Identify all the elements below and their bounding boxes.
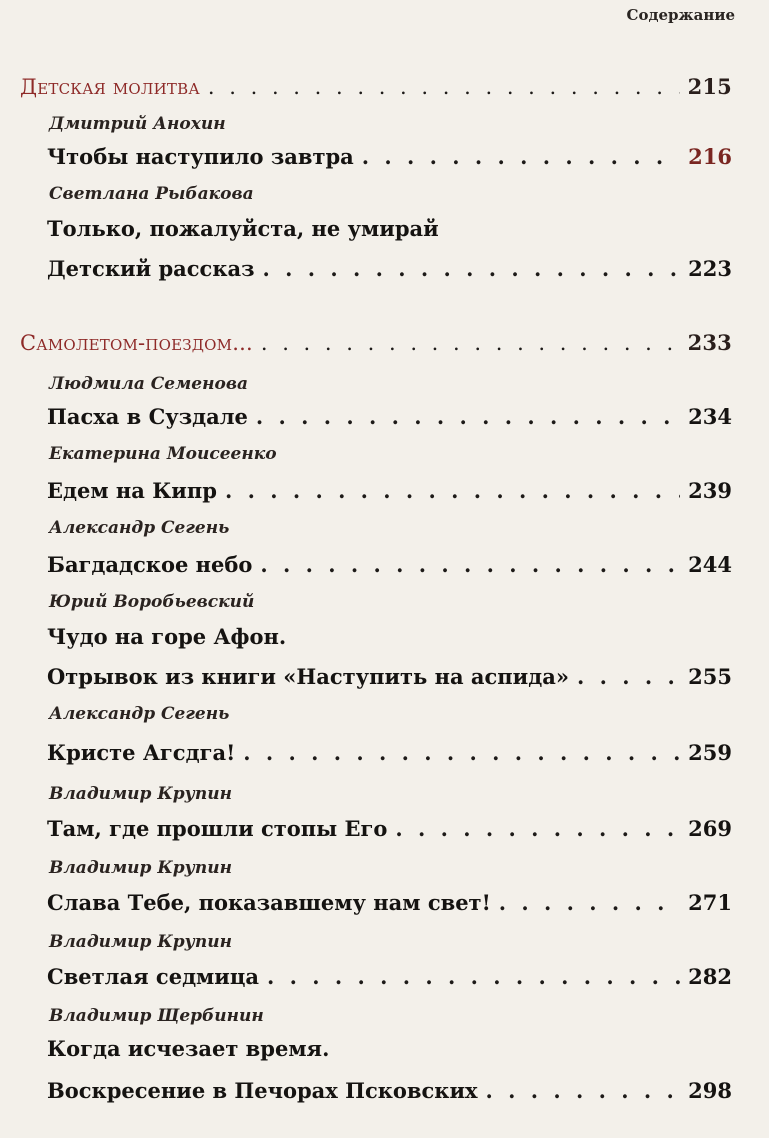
item-title: Только, пожалуйста, не умирай — [47, 216, 439, 241]
page-number: 269 — [688, 816, 732, 841]
item-title: Чтобы наступило завтра — [47, 144, 354, 169]
toc-section-row[interactable] — [20, 330, 732, 355]
toc-item-row[interactable] — [47, 552, 732, 577]
author-name: Владимир Щербинин — [49, 1006, 264, 1026]
item-title: Воскресение в Печорах Псковских — [47, 1078, 478, 1103]
author-name: Александр Сегень — [49, 704, 230, 724]
page-number: 215 — [687, 74, 732, 99]
item-title: Едем на Кипр — [47, 478, 217, 503]
toc-item-row[interactable] — [47, 890, 732, 915]
dot-leader — [260, 552, 680, 577]
page-number: 271 — [688, 890, 732, 915]
toc-item-row[interactable] — [47, 624, 732, 649]
toc-item-row[interactable] — [47, 664, 732, 689]
author-name: Людмила Семенова — [49, 374, 249, 394]
author-name: Екатерина Моисеенко — [49, 444, 277, 464]
page-number: 234 — [688, 404, 732, 429]
author-name: Дмитрий Анохин — [49, 114, 226, 134]
dot-leader — [256, 404, 680, 429]
author-name: Юрий Воробьевский — [49, 592, 255, 612]
page-number: 255 — [688, 664, 732, 689]
dot-leader — [243, 740, 680, 765]
section-title: Самолетом-поездом... — [20, 331, 253, 355]
section-title: Детская молитва — [20, 75, 200, 99]
dot-leader — [395, 816, 680, 841]
item-title: Светлая седмица — [47, 964, 259, 989]
author-name: Владимир Крупин — [49, 784, 232, 804]
dot-leader — [263, 256, 681, 281]
page-number: 216 — [688, 144, 732, 169]
page-number: 233 — [687, 330, 732, 355]
toc-item-row[interactable] — [47, 478, 732, 503]
toc-item-row[interactable] — [47, 144, 732, 169]
dot-leader — [261, 331, 680, 355]
page-number: 239 — [688, 478, 732, 503]
toc-item-row[interactable] — [47, 816, 732, 841]
item-title: Там, где прошли стопы Его — [47, 816, 388, 841]
item-title: Пасха в Суздале — [47, 404, 248, 429]
item-title: Слава Тебе, показавшему нам свет! — [47, 890, 491, 915]
page-number: 223 — [688, 256, 732, 281]
dot-leader — [499, 890, 680, 915]
author-name: Александр Сегень — [49, 518, 230, 538]
item-title: Багдадское небо — [47, 552, 253, 577]
dot-leader — [362, 144, 680, 169]
item-title: Кристе Агсдга! — [47, 740, 236, 765]
item-title: Когда исчезает время. — [47, 1036, 330, 1061]
dot-leader — [225, 478, 680, 503]
toc-item-row[interactable] — [47, 404, 732, 429]
page-header: Содержание — [626, 6, 735, 24]
dot-leader — [486, 1078, 681, 1103]
toc-item-row[interactable] — [47, 740, 732, 765]
dot-leader — [577, 664, 680, 689]
toc-item-row[interactable] — [47, 216, 732, 241]
page-number: 244 — [688, 552, 732, 577]
author-name: Владимир Крупин — [49, 932, 232, 952]
item-title: Чудо на горе Афон. — [47, 624, 287, 649]
page-number: 298 — [688, 1078, 732, 1103]
item-title: Отрывок из книги «Наступить на аспида» — [47, 664, 569, 689]
dot-leader — [267, 964, 680, 989]
author-name: Светлана Рыбакова — [49, 184, 254, 204]
dot-leader — [208, 75, 680, 99]
toc-item-row[interactable] — [47, 1078, 732, 1103]
toc-item-row[interactable] — [47, 1036, 732, 1061]
toc-item-row[interactable] — [47, 256, 732, 281]
page-number: 259 — [688, 740, 732, 765]
item-title: Детский рассказ — [47, 256, 255, 281]
author-name: Владимир Крупин — [49, 858, 232, 878]
toc-section-row[interactable] — [20, 74, 732, 99]
toc-item-row[interactable] — [47, 964, 732, 989]
page-number: 282 — [688, 964, 732, 989]
